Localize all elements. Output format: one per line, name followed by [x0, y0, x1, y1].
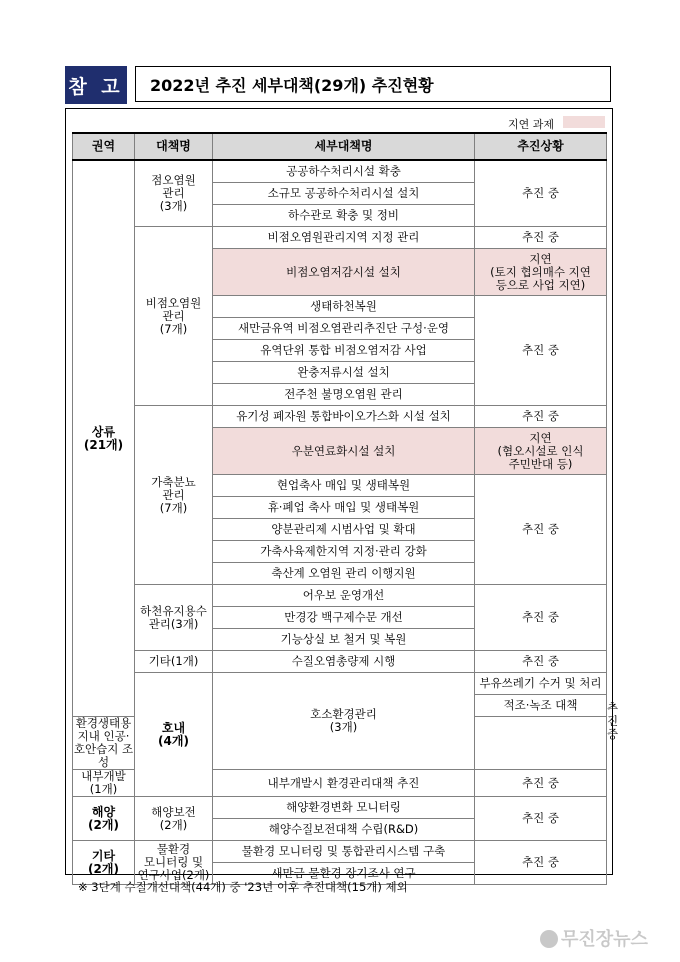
status-cell: 추진 중	[475, 770, 607, 797]
measure-cell: 새만금 물환경 장기조사 연구	[213, 863, 475, 885]
legend-label: 지연 과제	[508, 118, 555, 131]
column-header: 대책명	[135, 133, 213, 160]
legend-swatch	[563, 116, 605, 128]
measure-cell: 축산계 오염원 관리 이행지원	[213, 563, 475, 585]
measure-cell: 비점오염저감시설 설치	[213, 249, 475, 296]
measures-table	[72, 132, 619, 885]
measure-cell: 적조·녹조 대책	[475, 695, 607, 717]
region-cell: 기타 (2개)	[73, 841, 135, 885]
status-cell: 추진 중	[475, 406, 607, 428]
page-title: 2022년 추진 세부대책(29개) 추진현황	[135, 66, 611, 102]
measure-cell: 휴·폐업 축사 매입 및 생태복원	[213, 497, 475, 519]
column-header: 권역	[73, 133, 135, 160]
measure-cell: 어우보 운영개선	[213, 585, 475, 607]
reference-badge: 참 고	[65, 66, 127, 104]
table-row: 호내 (4개) 호소환경관리 (3개) 부유쓰레기 수거 및 처리 추진 중	[73, 673, 607, 695]
measure-cell: 물환경 모니터링 및 통합관리시스템 구축	[213, 841, 475, 863]
status-cell: 추진 중	[475, 296, 607, 406]
measure-cell: 가축사육제한지역 지정·관리 강화	[213, 541, 475, 563]
region-cell: 해양 (2개)	[73, 797, 135, 841]
category-cell: 비점오염원 관리 (7개)	[135, 227, 213, 406]
measure-cell: 현업축사 매입 및 생태복원	[213, 475, 475, 497]
category-cell: 물환경 모니터링 및 연구사업(2개)	[135, 841, 213, 885]
category-cell: 해양보전 (2개)	[135, 797, 213, 841]
measure-cell: 완충저류시설 설치	[213, 362, 475, 384]
measure-cell: 만경강 백구제수문 개선	[213, 607, 475, 629]
category-cell: 하천유지용수 관리(3개)	[135, 585, 213, 651]
region-cell: 호내 (4개)	[135, 673, 213, 797]
measure-cell: 내부개발시 환경관리대책 추진	[213, 770, 475, 797]
category-cell: 가축분뇨 관리 (7개)	[135, 406, 213, 585]
measure-cell: 생태하천복원	[213, 296, 475, 318]
measure-cell: 기능상실 보 철거 및 복원	[213, 629, 475, 651]
watermark	[540, 925, 648, 951]
category-cell: 점오염원 관리 (3개)	[135, 160, 213, 227]
table-row	[73, 797, 607, 819]
measure-cell: 비점오염원관리지역 지정 관리	[213, 227, 475, 249]
category-cell: 호소환경관리 (3개)	[213, 673, 475, 770]
table-row	[73, 406, 607, 428]
status-cell: 추진 중	[475, 227, 607, 249]
measure-cell: 새만금유역 비점오염관리추진단 구성·운영	[213, 318, 475, 340]
measure-cell: 환경생태용지내 인공·호안습지 조성	[73, 716, 134, 769]
measure-cell: 전주천 불명오염원 관리	[213, 384, 475, 406]
status-cell: 추진 중	[475, 841, 607, 885]
header	[65, 66, 613, 104]
status-cell: 추진 중	[475, 475, 607, 585]
column-header: 세부대책명	[213, 133, 475, 160]
category-cell: 기타(1개)	[135, 651, 213, 673]
table-row	[73, 841, 607, 863]
measure-cell: 수질오염총량제 시행	[213, 651, 475, 673]
status-cell: 추진 중	[475, 651, 607, 673]
measure-cell: 유기성 폐자원 통합바이오가스화 시설 설치	[213, 406, 475, 428]
measure-cell: 양분관리제 시범사업 및 확대	[213, 519, 475, 541]
status-cell: 추진 중	[475, 160, 607, 227]
table-row	[73, 651, 607, 673]
table-row	[73, 227, 607, 249]
table-header-row	[73, 133, 607, 160]
measure-cell: 유역단위 통합 비점오염저감 사업	[213, 340, 475, 362]
watermark-text: 무진장뉴스	[561, 929, 648, 950]
measure-cell: 하수관로 확충 및 정비	[213, 205, 475, 227]
status-cell: 추진 중	[475, 797, 607, 841]
measure-cell: 공공하수처리시설 확충	[213, 160, 475, 183]
column-header: 추진상황	[475, 133, 607, 160]
table-row	[73, 585, 607, 607]
footnote: ※ 3단계 수질개선대책(44개) 중 '23년 이후 추진대책(15개) 제외	[78, 880, 408, 894]
table-row	[73, 160, 607, 183]
logo-icon	[540, 930, 558, 948]
status-cell-delayed: 지연 (토지 협의매수 지연 등으로 사업 지연)	[475, 249, 607, 296]
measure-cell: 해양수질보전대책 수립(R&D)	[213, 819, 475, 841]
status-cell-delayed: 지연 (혐오시설로 인식 주민반대 등)	[475, 428, 607, 475]
measure-cell: 해양환경변화 모니터링	[213, 797, 475, 819]
category-cell: 내부개발 (1개)	[73, 770, 135, 797]
measure-cell: 부유쓰레기 수거 및 처리	[475, 673, 607, 695]
measure-cell: 우분연료화시설 설치	[213, 428, 475, 475]
measure-cell: 소규모 공공하수처리시설 설치	[213, 183, 475, 205]
status-cell: 추진 중	[475, 585, 607, 651]
region-cell: 상류 (21개)	[73, 160, 135, 717]
